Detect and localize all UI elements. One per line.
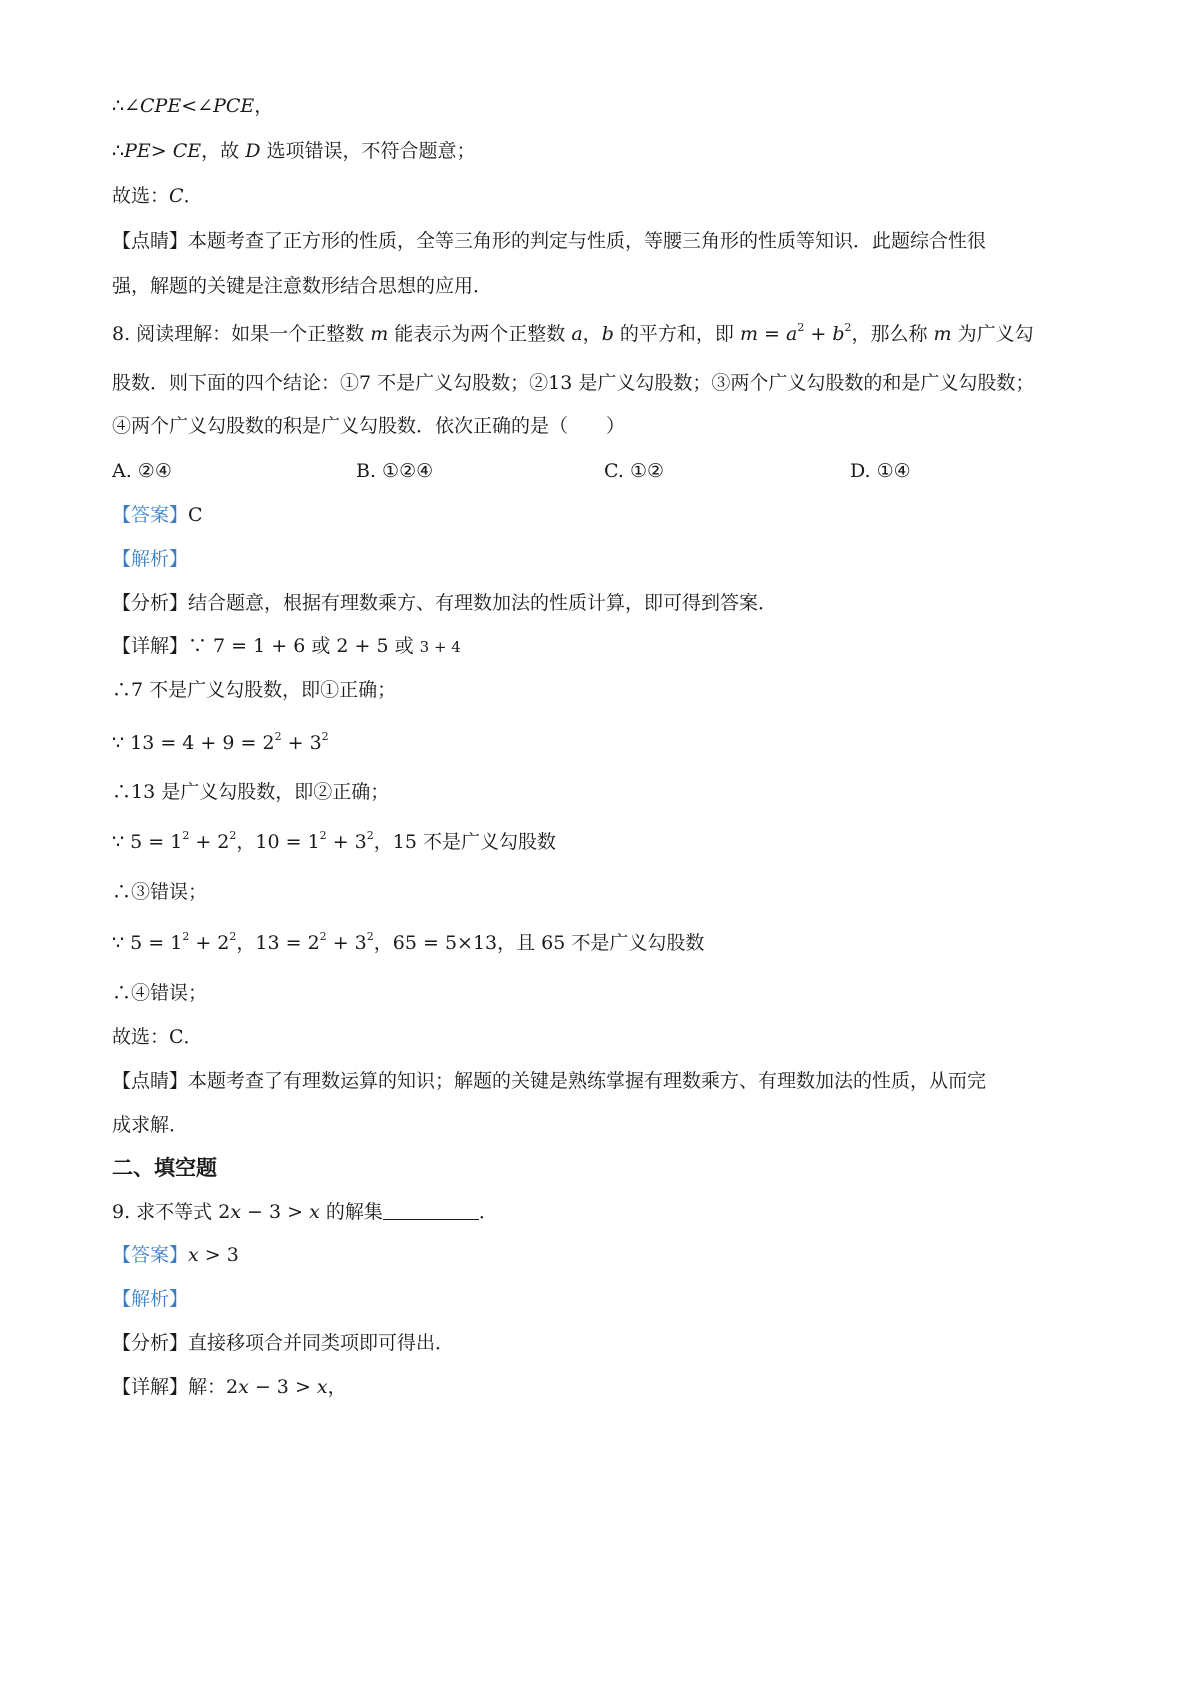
text: 2 xyxy=(797,321,805,334)
question-8-line1 xyxy=(112,321,1034,347)
answer-blank xyxy=(383,1201,479,1220)
step-3: ∴13 是广义勾股数，即②正确； xyxy=(112,781,390,803)
text: = xyxy=(757,323,786,345)
text: 能表示为两个正整数 xyxy=(388,323,572,345)
text: 的平方和，即 xyxy=(613,323,740,345)
text: 2 xyxy=(229,829,237,842)
text: ，13 = 2 xyxy=(236,932,320,954)
text: b xyxy=(832,323,845,345)
text: + 3 xyxy=(281,732,322,754)
dianjing-8-line1: 【点睛】本题考查了有理数运算的知识；解题的关键是熟练掌握有理数乘方、有理数加法的性质，从而完 xyxy=(112,1070,987,1092)
answer-8 xyxy=(112,502,203,528)
text: 【详解】∵ 7 = 1 + 6 或 2 + 5 或 xyxy=(112,635,420,657)
text: CE xyxy=(172,140,202,162)
text: b xyxy=(601,323,614,345)
text: 【详解】解：2 xyxy=(112,1376,239,1398)
text: CPE xyxy=(140,95,182,117)
xiangjie-9 xyxy=(112,1374,347,1400)
fenxi-8: 【分析】结合题意，根据有理数乘方、有理数加法的性质计算，即可得到答案． xyxy=(112,592,778,614)
question-8-line3: ④两个广义勾股数的积是广义勾股数．依次正确的是（ ） xyxy=(112,415,626,437)
text: ∴∠ xyxy=(112,95,141,117)
text: 为广义勾 xyxy=(951,323,1034,345)
option-a: A. ②④ xyxy=(112,460,172,482)
text: x xyxy=(309,1201,320,1223)
text: − 3 > xyxy=(248,1376,317,1398)
text: > 3 xyxy=(198,1244,239,1266)
dianjing-7-line2: 强，解题的关键是注意数形结合思想的应用． xyxy=(112,275,493,297)
step-2 xyxy=(112,730,329,756)
text: 2 xyxy=(844,321,852,334)
text: 的解集 xyxy=(319,1201,383,1223)
text: 2 xyxy=(321,730,329,743)
dianjing-7-line1: 【点睛】本题考查了正方形的性质，全等三角形的判定与性质，等腰三角形的性质等知识．此题综合性很 xyxy=(112,230,987,252)
text: + 2 xyxy=(189,831,230,853)
text: 2 xyxy=(366,829,374,842)
text: x xyxy=(316,1376,328,1398)
text: ． xyxy=(183,185,203,207)
text: x xyxy=(230,1201,242,1223)
text: 故选： xyxy=(112,185,170,207)
text: 8. 阅读理解：如果一个正整数 xyxy=(112,323,371,345)
text: m xyxy=(739,323,758,345)
text: a xyxy=(785,323,798,345)
text: − 3 > xyxy=(241,1201,310,1223)
text: + 3 xyxy=(326,932,367,954)
text: ． xyxy=(478,1201,498,1223)
line-angle-compare xyxy=(112,93,273,119)
text: x xyxy=(238,1376,249,1398)
text: ，65 = 5×13，且 65 不是广义勾股数 xyxy=(373,932,705,954)
step-1: ∴7 不是广义勾股数，即①正确； xyxy=(112,679,397,701)
text: m xyxy=(370,323,389,345)
jiexi-8-label: 【解析】 xyxy=(112,548,189,570)
answer-9 xyxy=(112,1242,239,1268)
text: 2 xyxy=(182,829,190,842)
dianjing-8-line2: 成求解． xyxy=(112,1114,189,1136)
text: ∴ xyxy=(112,140,125,162)
step-7: ∴④错误； xyxy=(112,982,208,1004)
text: m xyxy=(933,323,952,345)
text: 2 xyxy=(319,829,327,842)
text: D xyxy=(245,140,261,162)
text: C xyxy=(169,185,184,207)
text: + 3 xyxy=(326,831,367,853)
text: ， xyxy=(582,323,602,345)
xiangjie-8 xyxy=(112,633,461,660)
answer-value: C xyxy=(188,504,203,526)
step-5: ∴③错误； xyxy=(112,881,208,903)
step-6 xyxy=(112,930,704,956)
text: ，15 不是广义勾股数 xyxy=(373,831,556,853)
option-b: B. ①②④ xyxy=(356,460,434,482)
text: ，故 xyxy=(201,140,246,162)
text: ， xyxy=(327,1376,347,1398)
text: 2 xyxy=(274,730,282,743)
option-d: D. ①④ xyxy=(850,460,911,482)
jiexi-9-label: 【解析】 xyxy=(112,1288,189,1310)
text: ，那么称 xyxy=(851,323,934,345)
step-8: 故选：C． xyxy=(112,1026,203,1048)
question-8-line2: 股数．则下面的四个结论：①7 不是广义勾股数；②13 是广义勾股数；③两个广义勾股数的和是广义勾股数； xyxy=(112,372,1035,394)
text: x xyxy=(188,1244,199,1266)
step-4 xyxy=(112,829,556,855)
text: PCE xyxy=(213,95,255,117)
text: 2 xyxy=(366,930,374,943)
text: a xyxy=(571,323,583,345)
text: + xyxy=(804,323,833,345)
text: 选项错误，不符合题意； xyxy=(260,140,476,162)
fenxi-9: 【分析】直接移项合并同类项即可得出． xyxy=(112,1332,455,1354)
line-choose-c xyxy=(112,183,203,209)
text: 3 + 4 xyxy=(419,638,461,656)
section-heading: 二、填空题 xyxy=(112,1155,217,1180)
text: PE xyxy=(124,140,151,162)
text: ∵ 13 = 4 + 9 = 2 xyxy=(112,732,275,754)
text: 2 xyxy=(229,930,237,943)
text: ∵ 5 = 1 xyxy=(112,932,183,954)
text: ∵ 5 = 1 xyxy=(112,831,183,853)
text: ， xyxy=(254,95,274,117)
text: + 2 xyxy=(189,932,230,954)
answer-label: 【答案】 xyxy=(112,1244,189,1266)
text: 2 xyxy=(319,930,327,943)
line-pe-ce xyxy=(112,138,475,164)
text: 2 xyxy=(182,930,190,943)
text: <∠ xyxy=(181,95,214,117)
answer-label: 【答案】 xyxy=(112,504,189,526)
text: > xyxy=(150,140,173,162)
option-c: C. ①② xyxy=(604,460,665,482)
text: 9. 求不等式 2 xyxy=(112,1201,231,1223)
text: ，10 = 1 xyxy=(236,831,320,853)
question-9 xyxy=(112,1199,498,1225)
